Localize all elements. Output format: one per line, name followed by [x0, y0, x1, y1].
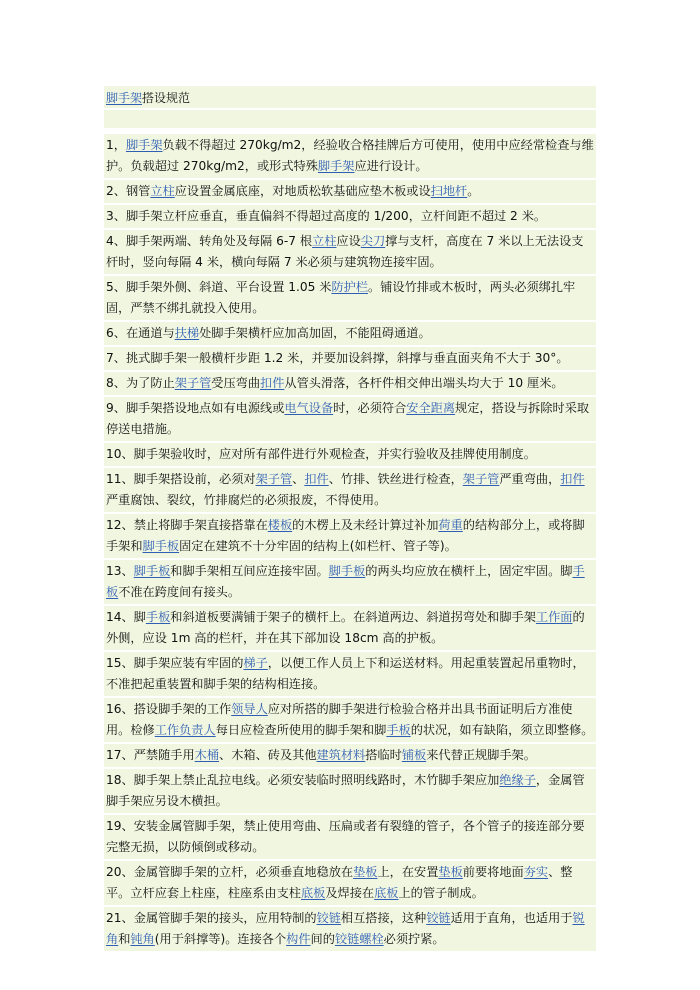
keyword-link[interactable]: 脚手板 — [328, 564, 366, 578]
rules-list — [104, 134, 596, 951]
keyword-link[interactable]: 垫板 — [438, 865, 463, 879]
keyword-link[interactable]: 脚手架 — [106, 91, 143, 105]
keyword-link[interactable]: 荷重 — [438, 518, 463, 532]
text-segment: 21、金属管脚手架的接头，应用特制的 — [106, 911, 317, 925]
text-segment: 和 — [118, 932, 131, 946]
rule-item — [104, 322, 596, 345]
text-segment: 规定，搭设与拆除时采取停送电措施。 — [106, 401, 590, 436]
keyword-link[interactable]: 防护栏 — [331, 280, 369, 294]
text-segment: 、 — [292, 472, 305, 486]
text-segment: 的两头均应放在横杆上，固定牢固。脚 — [365, 564, 573, 578]
keyword-link[interactable]: 楼板 — [267, 518, 293, 532]
text-segment: 的外侧，应设 1m 高的栏杆，并在其下部加设 18cm 高的护板。 — [106, 610, 585, 645]
keyword-link[interactable]: 锐角 — [106, 911, 585, 946]
text-segment: 、木箱、砖及其他 — [219, 748, 317, 762]
rule-item — [104, 560, 596, 604]
text-segment: 前要将地面 — [462, 865, 524, 879]
keyword-link[interactable]: 手板 — [386, 723, 411, 737]
text-segment: 撑与支杆，高度在 7 米以上无法设支杆时，竖向每隔 4 米，横向每隔 7 米必须与建筑物连接牢固。 — [106, 234, 584, 269]
rule-item — [104, 134, 596, 178]
rule-item — [104, 230, 596, 274]
keyword-link[interactable]: 构件 — [286, 932, 311, 946]
keyword-link[interactable]: 铺板 — [401, 748, 427, 762]
text-segment: 不准在跨度间有接头。 — [118, 585, 241, 599]
text-segment: 严重腐蚀、裂纹，竹排腐烂的必须报废，不得使用。 — [106, 493, 387, 507]
text-segment: 6、在通道与 — [106, 326, 175, 340]
text-segment: 必须拧紧。 — [383, 932, 445, 946]
text-segment: 5、脚手架外侧、斜道、平台设置 1.05 米 — [106, 280, 332, 294]
rule-item — [104, 397, 596, 441]
keyword-link[interactable]: 脚手板 — [133, 564, 171, 578]
text-segment: 的状况，如有缺陷，须立即整修。 — [410, 723, 594, 737]
text-segment: 、竹排、铁丝进行检查， — [328, 472, 463, 486]
text-segment: 。 — [467, 184, 480, 198]
text-segment: 应进行设计。 — [354, 159, 428, 173]
text-segment: 10、脚手架验收时，应对所有部件进行外观检查，并实行验收及挂牌使用制度。 — [106, 447, 536, 461]
text-segment: 上，在安置 — [377, 865, 439, 879]
text-segment: 时，必须符合 — [333, 401, 407, 415]
text-segment: 处脚手架横杆应加高加固，不能阻碍通道。 — [199, 326, 431, 340]
keyword-link[interactable]: 铰链螺栓 — [334, 932, 384, 946]
keyword-link[interactable]: 脚手板 — [142, 539, 180, 553]
text-segment: 每日应检查所使用的脚手架和脚 — [215, 723, 387, 737]
text-segment: 9、脚手架搭设地点如有电源线或 — [106, 401, 285, 415]
rule-item — [104, 769, 596, 813]
keyword-link[interactable]: 木桶 — [194, 748, 220, 762]
text-segment: 20、金属管脚手架的立杆，必须垂直地稳放在 — [106, 865, 354, 879]
keyword-link[interactable]: 垫板 — [353, 865, 378, 879]
document-title — [104, 86, 596, 108]
text-segment: 16、搭设脚手架的工作 — [106, 702, 232, 716]
text-segment: 18、脚手架上禁止乱拉电线。必须安装临时照明线路时，木竹脚手架应加 — [106, 773, 500, 787]
keyword-link[interactable]: 架子管 — [255, 472, 293, 486]
rule-item — [104, 514, 596, 558]
rule-item — [104, 180, 596, 203]
text-segment: 应设置金属底座，对地质松软基础应垫木板或设 — [174, 184, 431, 198]
text-segment: 2、钢管 — [106, 184, 151, 198]
text-segment: 搭设规范 — [142, 91, 191, 105]
blank-line — [104, 110, 596, 128]
rule-item — [104, 744, 596, 767]
text-segment: 11、脚手架搭设前，必须对 — [106, 472, 256, 486]
text-segment: 8、为了防止 — [106, 376, 175, 390]
text-segment: 严重弯曲， — [499, 472, 561, 486]
text-segment: 应设 — [336, 234, 361, 248]
keyword-link[interactable]: 安全距离 — [406, 401, 456, 415]
text-segment: 及焊接在 — [325, 886, 375, 900]
keyword-link[interactable]: 扣件 — [260, 376, 285, 390]
rule-item — [104, 652, 596, 696]
rule-item — [104, 606, 596, 650]
text-segment: 、整平。立杆应套上柱座，柱座系由支柱 — [106, 865, 573, 900]
keyword-link[interactable]: 脚手架 — [125, 138, 163, 152]
text-segment: 受压弯曲 — [211, 376, 261, 390]
rule-item — [104, 861, 596, 905]
keyword-link[interactable]: 领导人 — [231, 702, 268, 716]
text-segment: 3、脚手架立杆应垂直，垂直偏斜不得超过高度的 1/200，立杆间距不超过 2 米。 — [106, 209, 547, 223]
keyword-link[interactable]: 铰链 — [426, 911, 451, 925]
text-segment: 。铺设竹排或木板时，两头必须绑扎牢固，严禁不绑扎就投入使用。 — [106, 280, 576, 315]
keyword-link[interactable]: 脚手架 — [317, 159, 355, 173]
rule-item — [104, 205, 596, 228]
text-segment: 1， — [106, 138, 126, 152]
keyword-link[interactable]: 底板 — [374, 886, 399, 900]
text-segment: ，以便工作人员上下和运送材料。用起重装置起吊重物时，不准把起重装置和脚手架的结构相连接。 — [106, 656, 585, 691]
text-segment: 上的管子制成。 — [398, 886, 484, 900]
keyword-link[interactable]: 钝角 — [130, 932, 155, 946]
text-segment: 和斜道板要满铺于架子的横杆上。在斜道两边、斜道拐弯处和脚手架 — [170, 610, 536, 624]
text-segment: 适用于直角，也适用于 — [450, 911, 573, 925]
rule-item — [104, 698, 596, 742]
keyword-link[interactable]: 手板 — [106, 564, 585, 599]
rule-item — [104, 907, 596, 951]
keyword-link[interactable]: 底板 — [301, 886, 326, 900]
keyword-link[interactable]: 工作面 — [535, 610, 573, 624]
rule-item — [104, 443, 596, 466]
rule-item — [104, 372, 596, 395]
keyword-link[interactable]: 扫地杆 — [430, 184, 468, 198]
text-segment: 的木楞上及未经计算过补加 — [292, 518, 439, 532]
keyword-link[interactable]: 工作负责人 — [154, 723, 216, 737]
keyword-link[interactable]: 夯实 — [523, 865, 549, 879]
keyword-link[interactable]: 架子管 — [174, 376, 212, 390]
keyword-link[interactable]: 立柱 — [150, 184, 175, 198]
rule-item — [104, 276, 596, 320]
document-body — [104, 86, 596, 953]
keyword-link[interactable]: 扶梯 — [174, 326, 200, 340]
text-segment: 从管头滑落，各杆件相交伸出端头均大于 10 厘米。 — [284, 376, 564, 390]
text-segment: 15、脚手架应装有牢固的 — [106, 656, 244, 670]
text-segment: ，金属管脚手架应另设木横担。 — [106, 773, 585, 808]
keyword-link[interactable]: 架子管 — [462, 472, 500, 486]
text-segment: 应对所搭的脚手架进行检验合格并出具书面证明后方准使用。检修 — [106, 702, 573, 737]
keyword-link[interactable]: 尖刀 — [360, 234, 386, 248]
keyword-link[interactable]: 电气设备 — [284, 401, 334, 415]
keyword-link[interactable]: 扣件 — [560, 472, 585, 486]
text-segment: 19、安装金属管脚手架，禁止使用弯曲、压扁或者有裂缝的管子，各个管子的接连部分要完整无损，以防倾倒或移动。 — [106, 819, 585, 854]
rule-item — [104, 347, 596, 370]
keyword-link[interactable]: 建筑材料 — [316, 748, 366, 762]
text-segment: 14、脚 — [106, 610, 146, 624]
text-segment: 4、脚手架两端、转角处及每隔 6-7 根 — [106, 234, 313, 248]
text-segment: 13、 — [106, 564, 134, 578]
text-segment: 7、挑式脚手架一般横杆步距 1.2 米，并要加设斜撑，斜撑与垂直面夹角不大于 30°。 — [106, 351, 569, 365]
keyword-link[interactable]: 扣件 — [304, 472, 329, 486]
keyword-link[interactable]: 手板 — [145, 610, 171, 624]
text-segment: 搭临时 — [365, 748, 402, 762]
text-segment: (用于斜撑等)。连接各个 — [154, 932, 287, 946]
text-segment: 来代替正规脚手架。 — [426, 748, 536, 762]
text-segment: 间的 — [310, 932, 335, 946]
text-segment: 负载不得超过 270kg/m2，经验收合格挂牌后方可使用，使用中应经常检查与维护。负载超过 270kg/m2，或形式特殊 — [106, 138, 594, 173]
text-segment: 12、禁止将脚手架直接搭靠在 — [106, 518, 268, 532]
text-segment: 固定在建筑不十分牢固的结构上(如栏杆、管子等)。 — [179, 539, 457, 553]
rule-item — [104, 815, 596, 859]
keyword-link[interactable]: 立柱 — [312, 234, 337, 248]
text-segment: 的结构部分上，或将脚手架和 — [106, 518, 585, 553]
keyword-link[interactable]: 铰链 — [316, 911, 341, 925]
rule-item — [104, 468, 596, 512]
keyword-link[interactable]: 绝缘子 — [499, 773, 536, 787]
text-segment: 和脚手架相互间应连接牢固。 — [170, 564, 329, 578]
keyword-link[interactable]: 梯子 — [243, 656, 268, 670]
text-segment: 17、严禁随手用 — [106, 748, 195, 762]
text-segment: 相互搭接，这种 — [340, 911, 427, 925]
